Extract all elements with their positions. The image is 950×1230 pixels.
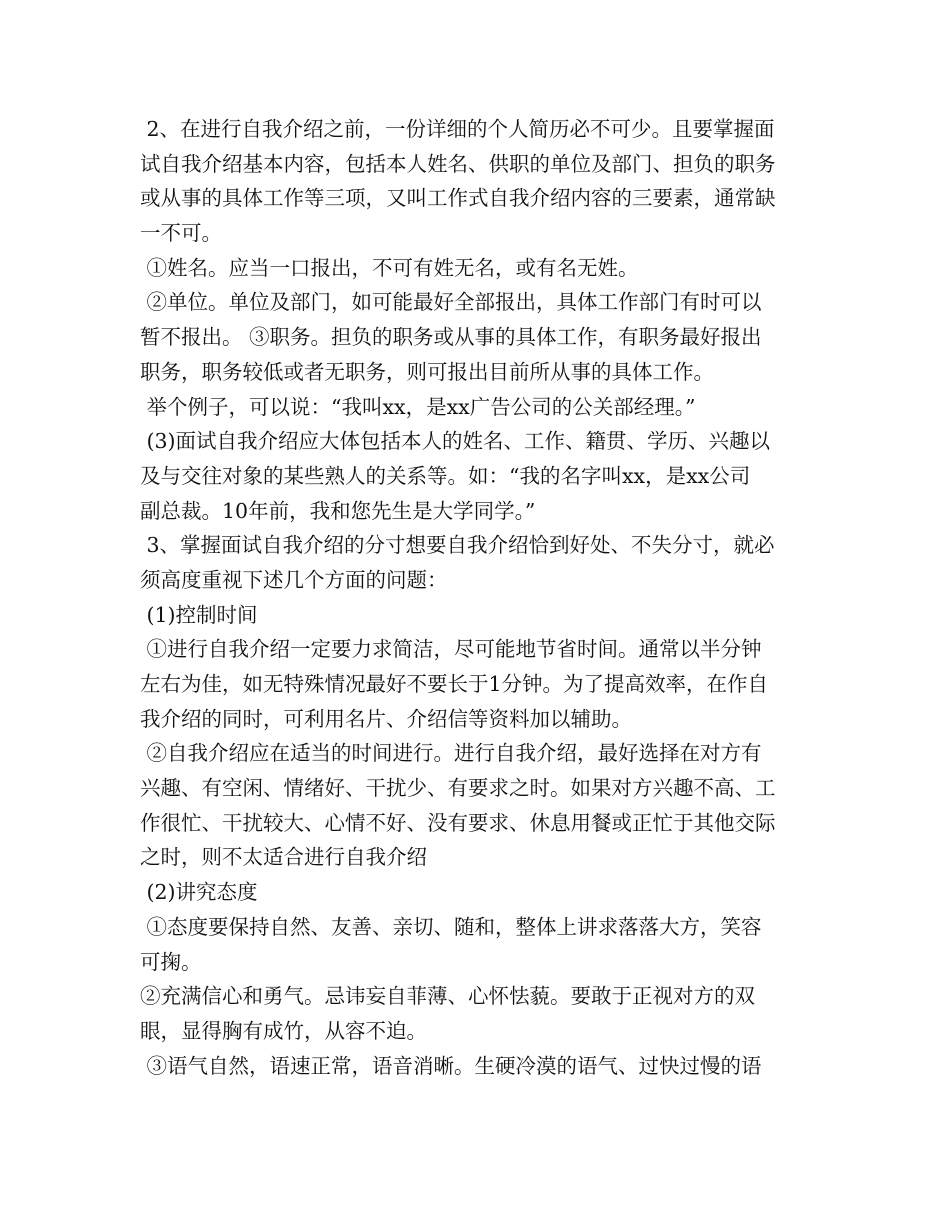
- text-line: 3、掌握面试自我介绍的分寸想要自我介绍恰到好处、不失分寸，就必: [140, 533, 775, 558]
- text-line: 职务，职务较低或者无职务，则可报出目前所从事的具体工作。: [140, 359, 714, 384]
- text-line: ②自我介绍应在适当的时间进行。进行自我介绍，最好选择在对方有: [140, 741, 762, 766]
- text-line: 兴趣、有空闲、情绪好、干扰少、有要求之时。如果对方兴趣不高、工: [140, 776, 776, 801]
- text-line: ②单位。单位及部门，如可能最好全部报出，具体工作部门有时可以: [140, 290, 762, 315]
- text-line: 举个例子，可以说：“我叫xx，是xx广告公司的公关部经理。”: [140, 394, 696, 419]
- text-line: ③语气自然，语速正常，语音消晰。生硬冷漠的语气、过快过慢的语: [140, 1053, 762, 1078]
- text-line: 或从事的具体工作等三项，又叫工作式自我介绍内容的三要素，通常缺: [140, 186, 776, 211]
- text-line: 2、在进行自我介绍之前，一份详细的个人简历必不可少。且要掌握面: [140, 117, 775, 141]
- text-line: 之时，则不太适合进行自我介绍: [140, 845, 427, 870]
- text-line: 须高度重视下述几个方面的问题：: [140, 567, 448, 592]
- text-line: 试自我介绍基本内容，包括本人姓名、供职的单位及部门、担负的职务: [140, 151, 776, 176]
- text-line: 我介绍的同时，可利用名片、介绍信等资料加以辅助。: [140, 706, 632, 731]
- text-line: ①进行自我介绍一定要力求简洁，尽可能地节省时间。通常以半分钟: [140, 637, 762, 662]
- text-line: 暂不报出。 ③职务。担负的职务或从事的具体工作，有职务最好报出: [140, 325, 762, 350]
- text-line: 及与交往对象的某些熟人的关系等。如：“我的名字叫xx，是xx公司: [140, 463, 751, 488]
- document-body: [140, 112, 812, 1083]
- text-line: 左右为佳，如无特殊情况最好不要长于1分钟。为了提高效率，在作自: [140, 672, 769, 696]
- text-line: (2)讲究态度: [140, 880, 258, 905]
- text-line: ①态度要保持自然、友善、亲切、随和，整体上讲求落落大方，笑容: [140, 914, 762, 939]
- text-line: (3)面试自我介绍应大体包括本人的姓名、工作、籍贯、学历、兴趣以: [140, 429, 771, 454]
- text-line: 可掬。: [140, 949, 202, 974]
- text-line: (1)控制时间: [140, 602, 258, 627]
- text-line: 眼，显得胸有成竹，从容不迫。: [140, 1018, 427, 1043]
- text-line: 作很忙、干扰较大、心情不好、没有要求、休息用餐或正忙于其他交际: [140, 810, 776, 835]
- text-line: ①姓名。应当一口报出，不可有姓无名，或有名无姓。: [140, 255, 639, 280]
- text-line: ②充满信心和勇气。忌讳妄自菲薄、心怀怯藐。要敢于正视对方的双: [140, 984, 755, 1009]
- text-line: 副总裁。10年前，我和您先生是大学同学。”: [140, 498, 536, 523]
- text-line: 一不可。: [140, 221, 222, 246]
